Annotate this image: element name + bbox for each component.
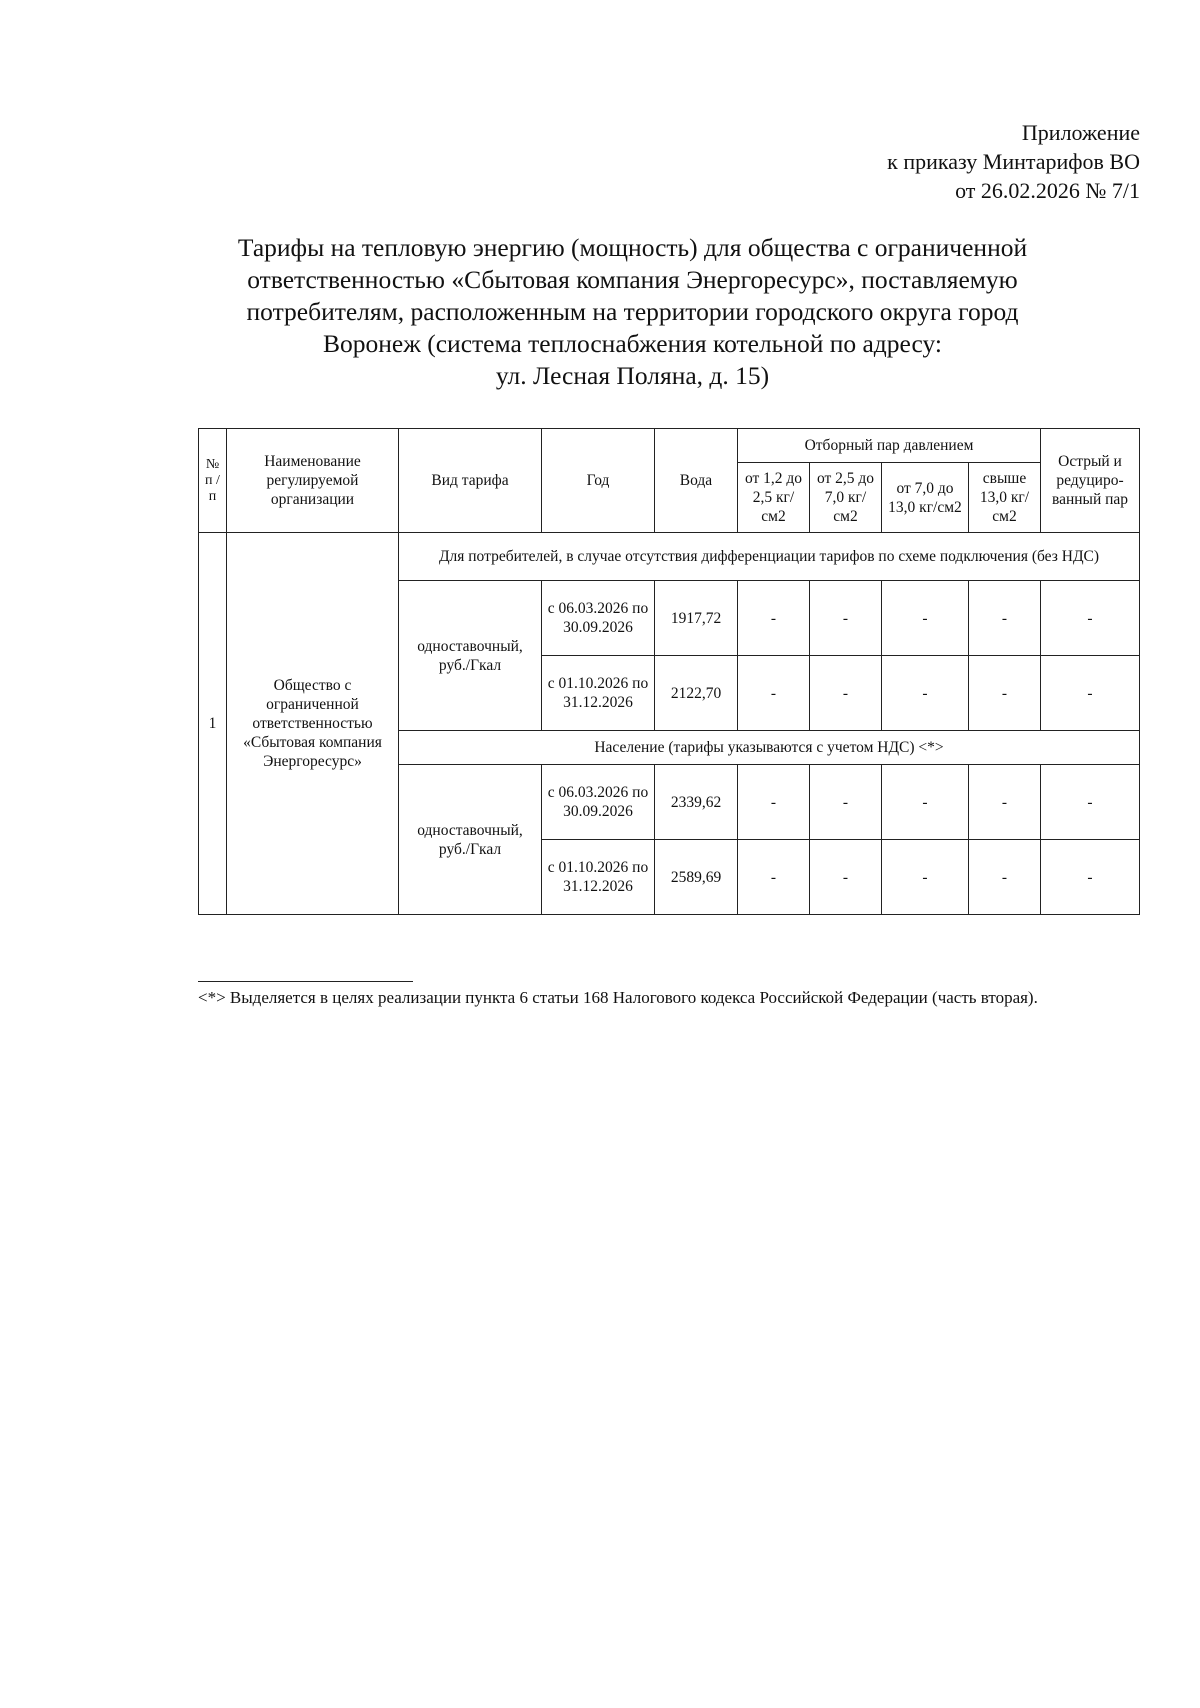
- pressure-1-cell: -: [738, 840, 810, 915]
- document-title: [170, 232, 1095, 392]
- pressure-4-cell: -: [969, 656, 1041, 731]
- period-cell: с 06.03.2026 по 30.09.2026: [542, 765, 655, 840]
- title-line-5: ул. Лесная Поляна, д. 15): [495, 361, 770, 390]
- header-num: № п / п: [199, 429, 227, 533]
- header-sharp-steam: Острый и редуциро-ванный пар: [1041, 429, 1140, 533]
- tariffs-table: [198, 428, 1140, 915]
- header-pressure-1: от 1,2 до 2,5 кг/см2: [738, 463, 810, 533]
- header-water: Вода: [655, 429, 738, 533]
- header-tariff-type: Вид тарифа: [399, 429, 542, 533]
- header-steam-group: Отборный пар давлением: [738, 429, 1041, 463]
- title-line-4: Воронеж (система теплоснабжения котельной по адресу:: [323, 329, 942, 358]
- header-pressure-2: от 2,5 до 7,0 кг/см2: [810, 463, 882, 533]
- header-year: Год: [542, 429, 655, 533]
- pressure-2-cell: -: [810, 840, 882, 915]
- pressure-3-cell: -: [882, 765, 969, 840]
- tariff-type-cell: одноставочный, руб./Гкал: [399, 581, 542, 731]
- header-row-1: [199, 429, 1140, 463]
- pressure-4-cell: -: [969, 581, 1041, 656]
- period-cell: с 01.10.2026 по 31.12.2026: [542, 840, 655, 915]
- appendix-line-3: от 26.02.2026 № 7/1: [955, 178, 1140, 203]
- header-pressure-3: от 7,0 до 13,0 кг/см2: [882, 463, 969, 533]
- row-number: 1: [199, 533, 227, 915]
- pressure-1-cell: -: [738, 765, 810, 840]
- header-org: Наименование регулируемой организации: [227, 429, 399, 533]
- pressure-2-cell: -: [810, 765, 882, 840]
- title-line-1: Тарифы на тепловую энергию (мощность) для общества с ограниченной: [237, 233, 1028, 262]
- section-row-1: [199, 533, 1140, 581]
- pressure-3-cell: -: [882, 656, 969, 731]
- pressure-2-cell: -: [810, 581, 882, 656]
- pressure-3-cell: -: [882, 581, 969, 656]
- water-cell: 2122,70: [655, 656, 738, 731]
- footnote: <*> Выделяется в целях реализации пункта 6 статьи 168 Налогового кодекса Российской Федерации (часть вторая).: [198, 988, 1038, 1007]
- pressure-4-cell: -: [969, 765, 1041, 840]
- water-cell: 2589,69: [655, 840, 738, 915]
- pressure-1-cell: -: [738, 656, 810, 731]
- pressure-3-cell: -: [882, 840, 969, 915]
- period-cell: с 01.10.2026 по 31.12.2026: [542, 656, 655, 731]
- footnote-divider: [198, 981, 413, 982]
- org-name: Общество с ограниченной ответственностью «Сбытовая компания Энергоресурс»: [227, 533, 399, 915]
- water-cell: 2339,62: [655, 765, 738, 840]
- pressure-1-cell: -: [738, 581, 810, 656]
- appendix-line-2: к приказу Минтарифов ВО: [887, 149, 1140, 174]
- sharp-steam-cell: -: [1041, 840, 1140, 915]
- pressure-2-cell: -: [810, 656, 882, 731]
- sharp-steam-cell: -: [1041, 656, 1140, 731]
- sharp-steam-cell: -: [1041, 581, 1140, 656]
- pressure-4-cell: -: [969, 840, 1041, 915]
- header-pressure-4: свыше 13,0 кг/см2: [969, 463, 1041, 533]
- tariff-type-cell: одноставочный, руб./Гкал: [399, 765, 542, 915]
- sharp-steam-cell: -: [1041, 765, 1140, 840]
- appendix-line-1: Приложение: [1021, 120, 1140, 145]
- period-cell: с 06.03.2026 по 30.09.2026: [542, 581, 655, 656]
- section-1-title: Для потребителей, в случае отсутствия дифференциации тарифов по схеме подключения (без НДС): [399, 533, 1140, 581]
- section-2-title: Население (тарифы указываются с учетом НДС) <*>: [399, 731, 1140, 765]
- water-cell: 1917,72: [655, 581, 738, 656]
- appendix-header: [887, 118, 1140, 205]
- title-line-3: потребителям, расположенным на территории городского округа город: [246, 297, 1019, 326]
- title-line-2: ответственностью «Сбытовая компания Энергоресурс», поставляемую: [247, 265, 1018, 294]
